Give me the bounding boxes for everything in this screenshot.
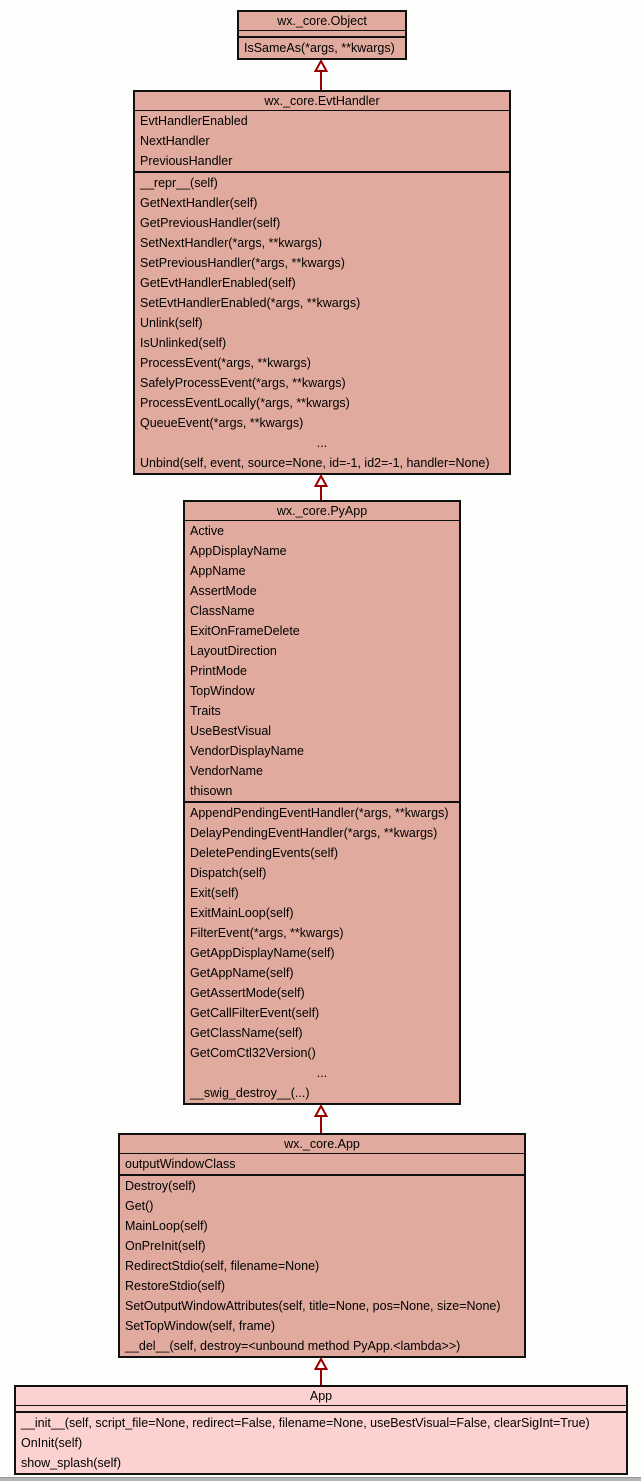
method-item: RestoreStdio(self) — [125, 1279, 226, 1293]
inheritance-arrowhead-icon — [314, 1358, 328, 1370]
bottom-horizontal-rule — [0, 1477, 641, 1481]
method-item: GetComCtl32Version() — [190, 1046, 316, 1060]
attribute-item: LayoutDirection — [190, 644, 277, 658]
attribute-item: ClassName — [190, 604, 255, 618]
method-item: __init__(self, script_file=None, redirect=False, filename=None, useBestVisual=False, clearSigInt=True) — [21, 1416, 590, 1430]
attribute-item: EvtHandlerEnabled — [140, 114, 248, 128]
attribute-item: Active — [190, 524, 225, 538]
attribute-item: VendorName — [190, 764, 263, 778]
class-box-wx-core-object — [237, 10, 407, 60]
method-item: OnInit(self) — [21, 1436, 83, 1450]
method-item: ProcessEventLocally(*args, **kwargs) — [140, 396, 350, 410]
method-item: ... — [316, 436, 328, 450]
method-item: SafelyProcessEvent(*args, **kwargs) — [140, 376, 346, 390]
methods-compartment — [120, 1176, 524, 1356]
inheritance-arrowhead-icon — [314, 1105, 328, 1117]
inheritance-arrow — [314, 1358, 328, 1385]
attribute-item: NextHandler — [140, 134, 210, 148]
class-box-wx-core-evthandler — [133, 90, 511, 475]
method-item: ProcessEvent(*args, **kwargs) — [140, 356, 311, 370]
method-item: GetAppDisplayName(self) — [190, 946, 335, 960]
class-box-wx-core-pyapp — [183, 500, 461, 1105]
attribute-item: thisown — [190, 784, 233, 798]
class-box-wx-core-app — [118, 1133, 526, 1358]
methods-compartment — [239, 38, 405, 58]
class-title-wx-core-evthandler[interactable]: wx._core.EvtHandler — [135, 92, 509, 111]
attributes-compartment — [16, 1406, 626, 1413]
arrow-shaft — [320, 487, 322, 500]
method-item: AppendPendingEventHandler(*args, **kwargs) — [190, 806, 449, 820]
method-item: ExitMainLoop(self) — [190, 906, 294, 920]
method-item: __repr__(self) — [140, 176, 218, 190]
attribute-item: PreviousHandler — [140, 154, 233, 168]
attributes-compartment — [135, 111, 509, 173]
method-item: Get() — [125, 1199, 154, 1213]
method-item: Exit(self) — [190, 886, 239, 900]
method-item: Unlink(self) — [140, 316, 203, 330]
method-item: DeletePendingEvents(self) — [190, 846, 338, 860]
method-item: Unbind(self, event, source=None, id=-1, id2=-1, handler=None) — [140, 456, 490, 470]
attribute-item: AssertMode — [190, 584, 257, 598]
method-item: Dispatch(self) — [190, 866, 267, 880]
method-item: GetCallFilterEvent(self) — [190, 1006, 320, 1020]
method-item: SetOutputWindowAttributes(self, title=None, pos=None, size=None) — [125, 1299, 501, 1313]
method-item: __del__(self, destroy=<unbound method PyApp.<lambda>>) — [125, 1339, 461, 1353]
attribute-item: VendorDisplayName — [190, 744, 304, 758]
method-item: __swig_destroy__(...) — [190, 1086, 310, 1100]
method-item: GetNextHandler(self) — [140, 196, 258, 210]
attribute-item: AppDisplayName — [190, 544, 287, 558]
method-item: IsUnlinked(self) — [140, 336, 227, 350]
attribute-item: TopWindow — [190, 684, 255, 698]
methods-compartment — [185, 803, 459, 1103]
method-item: SetNextHandler(*args, **kwargs) — [140, 236, 323, 250]
class-title-wx-core-app[interactable]: wx._core.App — [120, 1135, 524, 1154]
inheritance-arrow — [314, 1105, 328, 1133]
arrow-shaft — [320, 1370, 322, 1385]
method-item: GetEvtHandlerEnabled(self) — [140, 276, 296, 290]
method-item: FilterEvent(*args, **kwargs) — [190, 926, 344, 940]
inheritance-arrowhead-icon — [314, 60, 328, 72]
class-title-wx-core-pyapp[interactable]: wx._core.PyApp — [185, 502, 459, 521]
methods-compartment — [16, 1413, 626, 1473]
method-item: RedirectStdio(self, filename=None) — [125, 1259, 320, 1273]
attribute-item: outputWindowClass — [125, 1157, 236, 1171]
method-item: show_splash(self) — [21, 1456, 122, 1470]
method-item: SetTopWindow(self, frame) — [125, 1319, 276, 1333]
attribute-item: UseBestVisual — [190, 724, 272, 738]
attributes-compartment — [239, 31, 405, 38]
attributes-compartment — [185, 521, 459, 803]
attribute-item: PrintMode — [190, 664, 247, 678]
attribute-item: ExitOnFrameDelete — [190, 624, 300, 638]
method-item: ... — [316, 1066, 328, 1080]
method-item: SetEvtHandlerEnabled(*args, **kwargs) — [140, 296, 361, 310]
inheritance-arrow — [314, 60, 328, 90]
method-item: IsSameAs(*args, **kwargs) — [244, 41, 395, 55]
method-item: GetAssertMode(self) — [190, 986, 305, 1000]
method-item: Destroy(self) — [125, 1179, 196, 1193]
class-title-app[interactable]: App — [16, 1387, 626, 1406]
class-title-wx-core-object[interactable]: wx._core.Object — [239, 12, 405, 31]
method-item: GetClassName(self) — [190, 1026, 303, 1040]
arrow-shaft — [320, 72, 322, 90]
method-item: QueueEvent(*args, **kwargs) — [140, 416, 304, 430]
attribute-item: AppName — [190, 564, 246, 578]
arrow-shaft — [320, 1117, 322, 1133]
method-item: OnPreInit(self) — [125, 1239, 206, 1253]
attribute-item: Traits — [190, 704, 221, 718]
method-item: MainLoop(self) — [125, 1219, 208, 1233]
inheritance-arrowhead-icon — [314, 475, 328, 487]
attributes-compartment — [120, 1154, 524, 1176]
class-box-app — [14, 1385, 628, 1475]
method-item: GetAppName(self) — [190, 966, 294, 980]
method-item: GetPreviousHandler(self) — [140, 216, 281, 230]
inheritance-arrow — [314, 475, 328, 500]
method-item: SetPreviousHandler(*args, **kwargs) — [140, 256, 345, 270]
methods-compartment — [135, 173, 509, 473]
method-item: DelayPendingEventHandler(*args, **kwargs) — [190, 826, 438, 840]
